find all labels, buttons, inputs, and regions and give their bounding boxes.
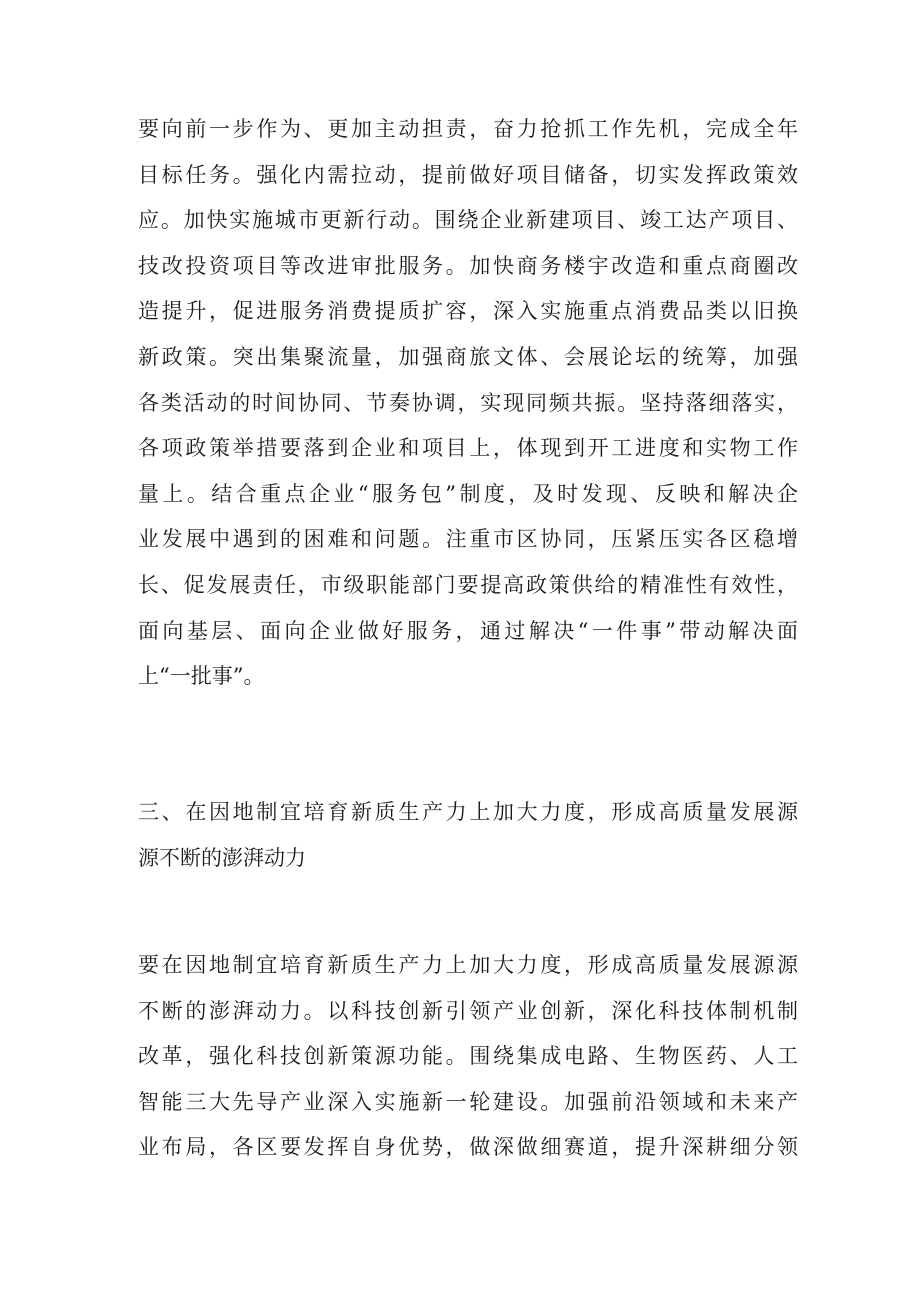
section-heading	[138, 790, 798, 881]
paragraph-line: 业布局，各区要发挥自身优势，做深做细赛道，提升深耕细分领	[138, 1135, 798, 1160]
paragraph-line: 新政策。突出集聚流量，加强商旅文体、会展论坛的统筹，加强	[138, 344, 798, 369]
heading-line: 源不断的澎湃动力	[138, 845, 306, 870]
paragraph-line: 长、促发展责任，市级职能部门要提高政策供给的精准性有效性，	[138, 572, 798, 597]
paragraph-line: 要向前一步作为、更加主动担责，奋力抢抓工作先机，完成全年	[138, 117, 798, 141]
paragraph-line: 不断的澎湃动力。以科技创新引领产业创新，深化科技体制机制	[138, 998, 798, 1023]
paragraph-line: 各项政策举措要落到企业和项目上，体现到开工进度和实物工作	[138, 436, 798, 461]
heading-line: 三、在因地制宜培育新质生产力上加大力度，形成高质量发展源	[138, 800, 798, 824]
body-paragraph	[138, 107, 798, 700]
paragraph-line: 智能三大先导产业深入实施新一轮建设。加强前沿领域和未来产	[138, 1089, 798, 1114]
paragraph-line: 业发展中遇到的困难和问题。注重市区协同，压紧压实各区稳增	[138, 527, 798, 552]
paragraph-line: 目标任务。强化内需拉动，提前做好项目储备，切实发挥政策效	[138, 162, 798, 187]
paragraph-line: 上“一批事”。	[138, 664, 265, 689]
paragraph-line: 应。加快实施城市更新行动。围绕企业新建项目、竣工达产项目、	[138, 208, 798, 233]
paragraph-line: 改革，强化科技创新策源功能。围绕集成电路、生物医药、人工	[138, 1044, 798, 1069]
paragraph-line: 造提升，促进服务消费提质扩容，深入实施重点消费品类以旧换	[138, 299, 798, 324]
paragraph-line: 各类活动的时间协同、节奏协调，实现同频共振。坚持落细落实，	[138, 390, 798, 415]
body-paragraph	[138, 943, 798, 1171]
paragraph-line: 技改投资项目等改进审批服务。加快商务楼宇改造和重点商圈改	[138, 253, 798, 278]
paragraph-line: 要在因地制宜培育新质生产力上加大力度，形成高质量发展源源	[138, 953, 798, 977]
paragraph-line: 量上。结合重点企业“服务包”制度，及时发现、反映和解决企	[138, 481, 798, 506]
paragraph-line: 面向基层、面向企业做好服务，通过解决“一件事”带动解决面	[138, 618, 798, 643]
